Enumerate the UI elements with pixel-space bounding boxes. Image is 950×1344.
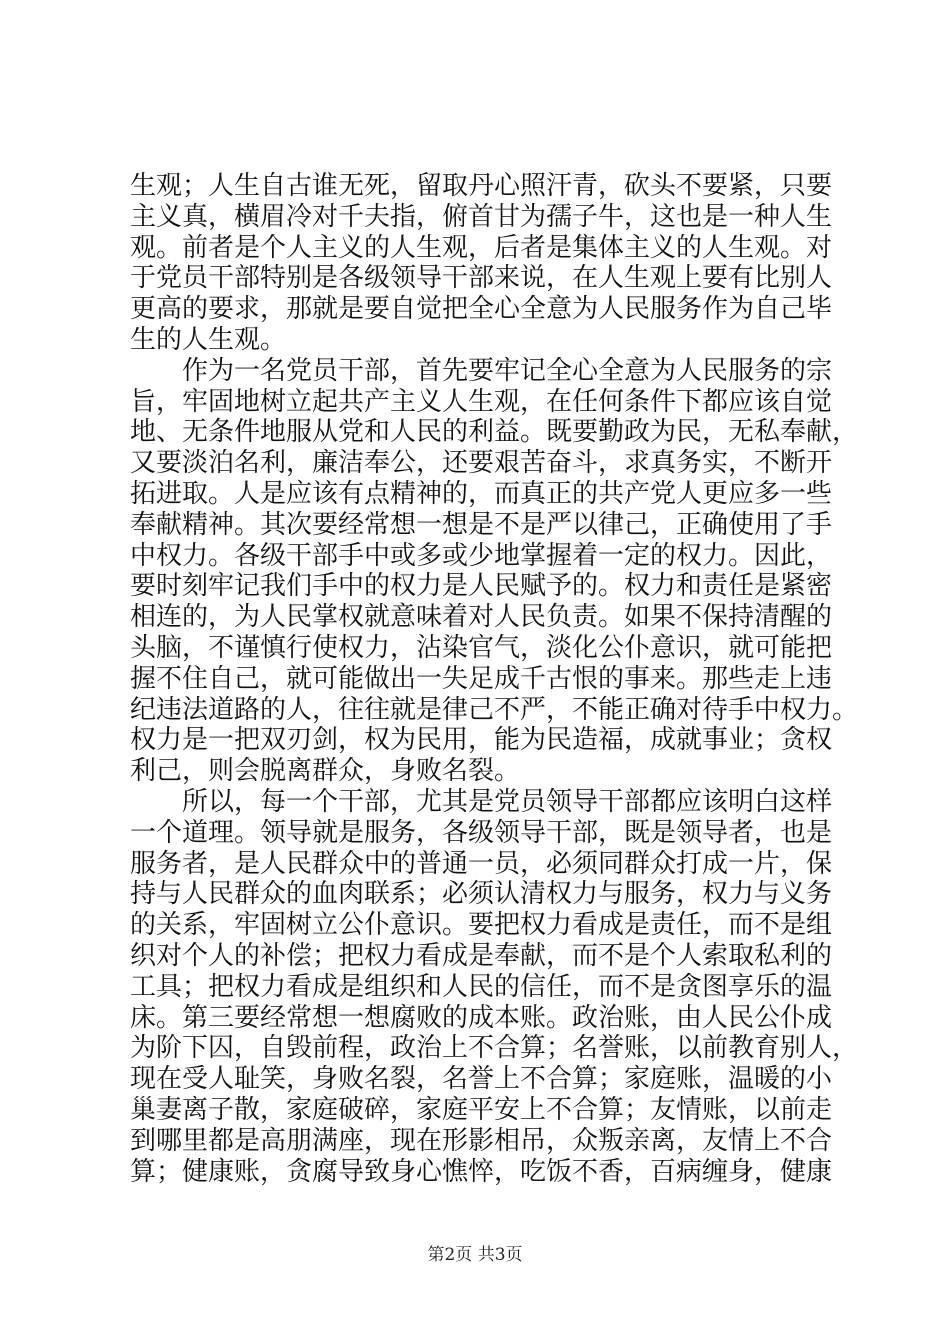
text-line: 现在受人耻笑，身败名裂，名誉上不合算；家庭账，温暖的小 [130,1064,833,1095]
text-line: 作为一名党员干部，首先要牢记全心全意为人民服务的宗 [130,355,833,386]
text-line: 算；健康账，贪腐导致身心憔悴，吃饭不香，百病缠身，健康 [130,1156,833,1187]
text-line: 奉献精神。其次要经常想一想是不是严以律己，正确使用了手 [130,509,833,540]
text-line: 巢妻离子散，家庭破碎，家庭平安上不合算；友情账，以前走 [130,1094,833,1125]
text-line: 生的人生观。 [130,324,287,355]
text-line: 织对个人的补偿；把权力看成是奉献，而不是个人索取私利的 [130,940,833,971]
text-line: 到哪里都是高朋满座，现在形影相吊，众叛亲离，友情上不合 [130,1125,833,1156]
text-line: 旨，牢固地树立起共产主义人生观，在任何条件下都应该自觉 [130,386,833,417]
text-line: 床。第三要经常想一想腐败的成本账。政治账，由人民公仆成 [130,1002,833,1033]
text-line: 要时刻牢记我们手中的权力是人民赋予的。权力和责任是紧密 [130,571,833,602]
text-line: 一个道理。领导就是服务，各级领导干部，既是领导者，也是 [130,817,833,848]
text-line: 主义真，横眉冷对千夫指，俯首甘为孺子牛，这也是一种人生 [130,201,833,232]
text-line: 利己，则会脱离群众，身败名裂。 [130,756,521,787]
text-line: 地、无条件地服从党和人民的利益。既要勤政为民，无私奉献， [130,417,859,448]
text-line: 所以，每一个干部，尤其是党员领导干部都应该明白这样 [130,786,833,817]
text-line: 更高的要求，那就是要自觉把全心全意为人民服务作为自己毕 [130,294,833,325]
text-line: 纪违法道路的人，往往就是律己不严，不能正确对待手中权力。 [130,694,859,725]
body-text [130,171,859,1187]
text-line: 生观；人生自古谁无死，留取丹心照汗青，砍头不要紧，只要 [130,171,833,201]
text-line: 又要淡泊名利，廉洁奉公，还要艰苦奋斗，求真务实，不断开 [130,448,833,479]
text-line: 观。前者是个人主义的人生观，后者是集体主义的人生观。对 [130,232,833,263]
text-line: 服务者，是人民群众中的普通一员，必须同群众打成一片，保 [130,848,833,879]
text-line: 拓进取。人是应该有点精神的，而真正的共产党人更应多一些 [130,478,833,509]
text-line: 中权力。各级干部手中或多或少地掌握着一定的权力。因此， [130,540,833,571]
text-line: 握不住自己，就可能做出一失足成千古恨的事来。那些走上违 [130,663,833,694]
text-line: 工具；把权力看成是组织和人民的信任，而不是贪图享乐的温 [130,971,833,1002]
text-line: 持与人民群众的血肉联系；必须认清权力与服务，权力与义务 [130,879,833,910]
text-line: 头脑，不谨慎行使权力，沾染官气，淡化公仆意识，就可能把 [130,632,833,663]
text-line: 的关系，牢固树立公仆意识。要把权力看成是责任，而不是组 [130,910,833,941]
text-line: 权力是一把双刃剑，权为民用，能为民造福，成就事业；贪权 [130,725,833,756]
text-line: 为阶下囚，自毁前程，政治上不合算；名誉账，以前教育别人， [130,1033,859,1064]
text-line: 相连的，为人民掌权就意味着对人民负责。如果不保持清醒的 [130,602,833,633]
page-footer: 第2页 共3页 [427,1245,523,1265]
text-line: 于党员干部特别是各级领导干部来说，在人生观上要有比别人 [130,263,833,294]
